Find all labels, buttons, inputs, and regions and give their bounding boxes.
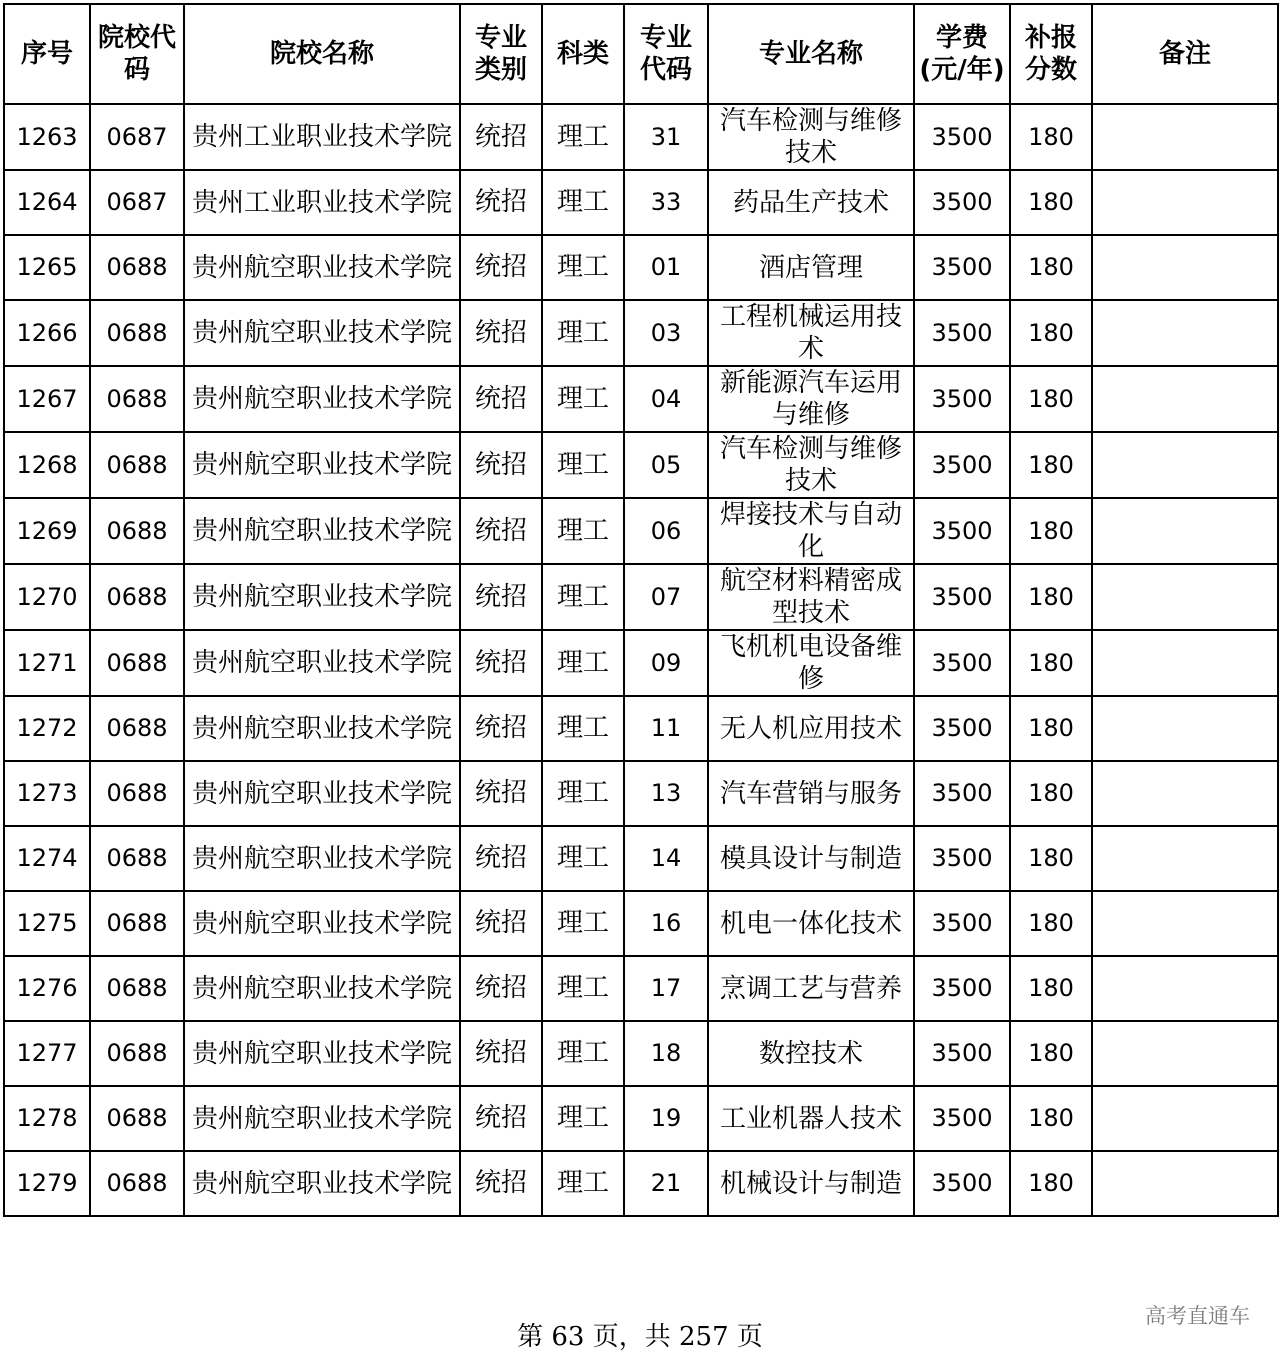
cell-score: 180 <box>1010 1021 1092 1086</box>
cell-subject: 理工 <box>542 300 624 366</box>
cell-subject: 理工 <box>542 564 624 630</box>
cell-remark <box>1092 564 1278 630</box>
cell-school-code: 0687 <box>90 104 184 170</box>
cell-subject: 理工 <box>542 761 624 826</box>
header-major-type: 专业类别 <box>460 4 542 104</box>
cell-school-code: 0688 <box>90 432 184 498</box>
cell-school-code: 0688 <box>90 1151 184 1216</box>
cell-major-name: 汽车检测与维修技术 <box>708 104 914 170</box>
cell-major-code: 13 <box>624 761 708 826</box>
cell-school-code: 0688 <box>90 826 184 891</box>
cell-score: 180 <box>1010 170 1092 235</box>
cell-seq: 1269 <box>4 498 90 564</box>
cell-seq: 1266 <box>4 300 90 366</box>
cell-school-code: 0688 <box>90 696 184 761</box>
cell-score: 180 <box>1010 891 1092 956</box>
cell-major-name: 汽车营销与服务 <box>708 761 914 826</box>
cell-major-code: 19 <box>624 1086 708 1151</box>
table-row <box>4 1086 1278 1151</box>
cell-remark <box>1092 366 1278 432</box>
cell-major-name: 机电一体化技术 <box>708 891 914 956</box>
cell-tuition: 3500 <box>914 891 1010 956</box>
cell-tuition: 3500 <box>914 1151 1010 1216</box>
cell-major-code: 01 <box>624 235 708 300</box>
cell-subject: 理工 <box>542 498 624 564</box>
admission-table <box>3 3 1279 1217</box>
cell-subject: 理工 <box>542 432 624 498</box>
cell-tuition: 3500 <box>914 1021 1010 1086</box>
cell-major-code: 17 <box>624 956 708 1021</box>
cell-major-type: 统招 <box>460 826 542 891</box>
cell-school-name: 贵州工业职业技术学院 <box>184 104 460 170</box>
cell-score: 180 <box>1010 826 1092 891</box>
cell-school-name: 贵州航空职业技术学院 <box>184 826 460 891</box>
cell-major-code: 14 <box>624 826 708 891</box>
header-seq: 序号 <box>4 4 90 104</box>
cell-remark <box>1092 761 1278 826</box>
cell-school-code: 0688 <box>90 1086 184 1151</box>
cell-seq: 1278 <box>4 1086 90 1151</box>
cell-school-code: 0688 <box>90 300 184 366</box>
cell-major-name: 航空材料精密成型技术 <box>708 564 914 630</box>
watermark: 高考直通车 <box>1145 1304 1250 1328</box>
cell-major-name: 工业机器人技术 <box>708 1086 914 1151</box>
header-remark: 备注 <box>1092 4 1278 104</box>
cell-school-name: 贵州航空职业技术学院 <box>184 761 460 826</box>
cell-major-type: 统招 <box>460 235 542 300</box>
cell-seq: 1268 <box>4 432 90 498</box>
table-row <box>4 761 1278 826</box>
cell-tuition: 3500 <box>914 1086 1010 1151</box>
cell-major-type: 统招 <box>460 956 542 1021</box>
cell-remark <box>1092 891 1278 956</box>
cell-tuition: 3500 <box>914 104 1010 170</box>
cell-tuition: 3500 <box>914 498 1010 564</box>
cell-major-name: 药品生产技术 <box>708 170 914 235</box>
cell-major-name: 汽车检测与维修技术 <box>708 432 914 498</box>
cell-major-type: 统招 <box>460 366 542 432</box>
cell-subject: 理工 <box>542 104 624 170</box>
cell-school-code: 0688 <box>90 235 184 300</box>
cell-major-code: 18 <box>624 1021 708 1086</box>
header-school-name: 院校名称 <box>184 4 460 104</box>
cell-seq: 1263 <box>4 104 90 170</box>
cell-major-type: 统招 <box>460 564 542 630</box>
cell-tuition: 3500 <box>914 366 1010 432</box>
cell-subject: 理工 <box>542 891 624 956</box>
table-row <box>4 1021 1278 1086</box>
cell-major-type: 统招 <box>460 1151 542 1216</box>
cell-school-code: 0688 <box>90 630 184 696</box>
header-major-code: 专业代码 <box>624 4 708 104</box>
cell-school-name: 贵州航空职业技术学院 <box>184 630 460 696</box>
cell-subject: 理工 <box>542 366 624 432</box>
table-row <box>4 564 1278 630</box>
cell-score: 180 <box>1010 1086 1092 1151</box>
cell-school-name: 贵州航空职业技术学院 <box>184 564 460 630</box>
cell-subject: 理工 <box>542 696 624 761</box>
cell-tuition: 3500 <box>914 956 1010 1021</box>
cell-school-name: 贵州航空职业技术学院 <box>184 498 460 564</box>
cell-subject: 理工 <box>542 1086 624 1151</box>
cell-tuition: 3500 <box>914 300 1010 366</box>
cell-school-name: 贵州航空职业技术学院 <box>184 1151 460 1216</box>
cell-remark <box>1092 170 1278 235</box>
cell-school-code: 0687 <box>90 170 184 235</box>
header-tuition: 学费(元/年) <box>914 4 1010 104</box>
cell-subject: 理工 <box>542 956 624 1021</box>
cell-school-name: 贵州航空职业技术学院 <box>184 891 460 956</box>
cell-seq: 1267 <box>4 366 90 432</box>
cell-score: 180 <box>1010 300 1092 366</box>
cell-subject: 理工 <box>542 1151 624 1216</box>
cell-seq: 1277 <box>4 1021 90 1086</box>
cell-seq: 1271 <box>4 630 90 696</box>
cell-seq: 1272 <box>4 696 90 761</box>
cell-remark <box>1092 1021 1278 1086</box>
cell-school-code: 0688 <box>90 498 184 564</box>
cell-remark <box>1092 956 1278 1021</box>
table-row <box>4 432 1278 498</box>
cell-major-type: 统招 <box>460 630 542 696</box>
cell-remark <box>1092 826 1278 891</box>
table-row <box>4 630 1278 696</box>
cell-major-code: 04 <box>624 366 708 432</box>
cell-major-type: 统招 <box>460 1021 542 1086</box>
cell-score: 180 <box>1010 432 1092 498</box>
cell-major-code: 09 <box>624 630 708 696</box>
cell-major-name: 飞机机电设备维修 <box>708 630 914 696</box>
cell-tuition: 3500 <box>914 826 1010 891</box>
cell-major-type: 统招 <box>460 498 542 564</box>
cell-school-code: 0688 <box>90 564 184 630</box>
cell-major-code: 07 <box>624 564 708 630</box>
cell-major-type: 统招 <box>460 170 542 235</box>
cell-school-name: 贵州航空职业技术学院 <box>184 366 460 432</box>
cell-major-type: 统招 <box>460 1086 542 1151</box>
page-number: 第 63 页，共 257 页 <box>517 1322 763 1352</box>
cell-major-code: 06 <box>624 498 708 564</box>
cell-major-code: 05 <box>624 432 708 498</box>
cell-tuition: 3500 <box>914 432 1010 498</box>
cell-major-name: 烹调工艺与营养 <box>708 956 914 1021</box>
cell-major-type: 统招 <box>460 891 542 956</box>
cell-major-type: 统招 <box>460 696 542 761</box>
cell-subject: 理工 <box>542 1021 624 1086</box>
cell-school-code: 0688 <box>90 891 184 956</box>
cell-remark <box>1092 300 1278 366</box>
cell-major-name: 无人机应用技术 <box>708 696 914 761</box>
cell-remark <box>1092 1086 1278 1151</box>
table-row <box>4 696 1278 761</box>
cell-major-name: 数控技术 <box>708 1021 914 1086</box>
cell-major-name: 机械设计与制造 <box>708 1151 914 1216</box>
cell-major-type: 统招 <box>460 104 542 170</box>
cell-score: 180 <box>1010 498 1092 564</box>
cell-subject: 理工 <box>542 630 624 696</box>
cell-score: 180 <box>1010 564 1092 630</box>
cell-major-code: 21 <box>624 1151 708 1216</box>
cell-school-code: 0688 <box>90 761 184 826</box>
cell-school-code: 0688 <box>90 1021 184 1086</box>
cell-seq: 1274 <box>4 826 90 891</box>
cell-school-code: 0688 <box>90 956 184 1021</box>
cell-subject: 理工 <box>542 235 624 300</box>
cell-score: 180 <box>1010 630 1092 696</box>
cell-remark <box>1092 630 1278 696</box>
cell-school-name: 贵州航空职业技术学院 <box>184 1021 460 1086</box>
cell-score: 180 <box>1010 696 1092 761</box>
cell-seq: 1265 <box>4 235 90 300</box>
cell-seq: 1264 <box>4 170 90 235</box>
cell-seq: 1276 <box>4 956 90 1021</box>
cell-school-code: 0688 <box>90 366 184 432</box>
cell-major-type: 统招 <box>460 432 542 498</box>
cell-score: 180 <box>1010 366 1092 432</box>
cell-school-name: 贵州航空职业技术学院 <box>184 235 460 300</box>
cell-seq: 1275 <box>4 891 90 956</box>
table-row <box>4 366 1278 432</box>
cell-school-name: 贵州工业职业技术学院 <box>184 170 460 235</box>
cell-tuition: 3500 <box>914 761 1010 826</box>
cell-score: 180 <box>1010 956 1092 1021</box>
cell-school-name: 贵州航空职业技术学院 <box>184 1086 460 1151</box>
cell-major-code: 33 <box>624 170 708 235</box>
table-row <box>4 300 1278 366</box>
cell-school-name: 贵州航空职业技术学院 <box>184 432 460 498</box>
cell-seq: 1279 <box>4 1151 90 1216</box>
cell-major-code: 11 <box>624 696 708 761</box>
table-body <box>4 104 1278 1216</box>
cell-tuition: 3500 <box>914 170 1010 235</box>
cell-major-name: 工程机械运用技术 <box>708 300 914 366</box>
cell-major-code: 03 <box>624 300 708 366</box>
cell-score: 180 <box>1010 235 1092 300</box>
cell-seq: 1270 <box>4 564 90 630</box>
cell-subject: 理工 <box>542 826 624 891</box>
cell-major-type: 统招 <box>460 761 542 826</box>
cell-remark <box>1092 1151 1278 1216</box>
cell-remark <box>1092 104 1278 170</box>
cell-school-name: 贵州航空职业技术学院 <box>184 956 460 1021</box>
cell-tuition: 3500 <box>914 696 1010 761</box>
table-row <box>4 498 1278 564</box>
header-subject: 科类 <box>542 4 624 104</box>
cell-major-code: 31 <box>624 104 708 170</box>
cell-major-name: 新能源汽车运用与维修 <box>708 366 914 432</box>
header-score: 补报分数 <box>1010 4 1092 104</box>
cell-major-code: 16 <box>624 891 708 956</box>
cell-major-name: 模具设计与制造 <box>708 826 914 891</box>
cell-remark <box>1092 498 1278 564</box>
table-row <box>4 235 1278 300</box>
table-row <box>4 170 1278 235</box>
cell-score: 180 <box>1010 1151 1092 1216</box>
table-row <box>4 826 1278 891</box>
header-row <box>4 4 1278 104</box>
cell-score: 180 <box>1010 104 1092 170</box>
table-row <box>4 956 1278 1021</box>
cell-major-name: 酒店管理 <box>708 235 914 300</box>
header-school-code: 院校代码 <box>90 4 184 104</box>
header-major-name: 专业名称 <box>708 4 914 104</box>
cell-major-type: 统招 <box>460 300 542 366</box>
cell-remark <box>1092 235 1278 300</box>
cell-major-name: 焊接技术与自动化 <box>708 498 914 564</box>
cell-school-name: 贵州航空职业技术学院 <box>184 300 460 366</box>
cell-remark <box>1092 696 1278 761</box>
cell-tuition: 3500 <box>914 630 1010 696</box>
cell-school-name: 贵州航空职业技术学院 <box>184 696 460 761</box>
table-row <box>4 891 1278 956</box>
cell-tuition: 3500 <box>914 235 1010 300</box>
table-row <box>4 104 1278 170</box>
table-row <box>4 1151 1278 1216</box>
cell-remark <box>1092 432 1278 498</box>
cell-seq: 1273 <box>4 761 90 826</box>
cell-score: 180 <box>1010 761 1092 826</box>
cell-tuition: 3500 <box>914 564 1010 630</box>
cell-subject: 理工 <box>542 170 624 235</box>
